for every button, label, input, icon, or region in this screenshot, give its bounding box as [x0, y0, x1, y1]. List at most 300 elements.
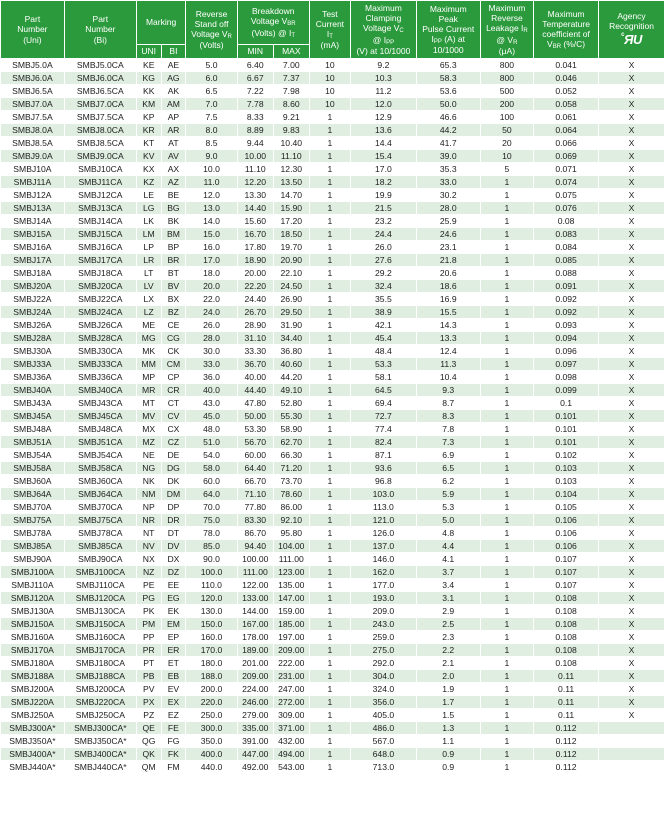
table-row [1, 449, 665, 462]
cell-breakdown-max: 13.50 [273, 176, 309, 189]
cell-marking-bi: AV [161, 150, 186, 163]
header-test-current: Test Current IT (mA) [309, 1, 350, 59]
cell-marking-bi: EB [161, 670, 186, 683]
cell-breakdown-max: 147.00 [273, 592, 309, 605]
cell-marking-bi: AM [161, 98, 186, 111]
cell-temp-coefficient: 0.099 [534, 384, 599, 397]
cell-agency-recognition: X [599, 670, 665, 683]
cell-part-bi: SMBJ30CA [64, 345, 136, 358]
cell-breakdown-max: 19.70 [273, 241, 309, 254]
cell-part-bi: SMBJ200CA [64, 683, 136, 696]
cell-peak-pulse-current: 58.3 [416, 72, 480, 85]
cell-peak-pulse-current: 20.6 [416, 267, 480, 280]
cell-part-uni: SMBJ6.5A [1, 85, 65, 98]
cell-part-bi: SMBJ8.0CA [64, 124, 136, 137]
cell-clamping-voltage: 10.3 [350, 72, 416, 85]
cell-standoff-voltage: 130.0 [186, 605, 237, 618]
cell-temp-coefficient: 0.102 [534, 449, 599, 462]
cell-breakdown-min: 122.00 [237, 579, 273, 592]
cell-agency-recognition: X [599, 592, 665, 605]
cell-temp-coefficient: 0.098 [534, 371, 599, 384]
table-header [1, 1, 665, 59]
cell-reverse-leakage: 800 [480, 72, 534, 85]
cell-temp-coefficient: 0.096 [534, 345, 599, 358]
cell-temp-coefficient: 0.108 [534, 631, 599, 644]
cell-breakdown-max: 73.70 [273, 475, 309, 488]
cell-standoff-voltage: 5.0 [186, 59, 237, 72]
cell-test-current: 1 [309, 631, 350, 644]
cell-clamping-voltage: 21.5 [350, 202, 416, 215]
cell-test-current: 1 [309, 202, 350, 215]
cell-peak-pulse-current: 0.9 [416, 748, 480, 761]
cell-marking-uni: LR [136, 254, 161, 267]
cell-breakdown-min: 22.20 [237, 280, 273, 293]
cell-breakdown-max: 7.37 [273, 72, 309, 85]
cell-test-current: 1 [309, 124, 350, 137]
cell-marking-bi: EV [161, 683, 186, 696]
cell-agency-recognition: X [599, 241, 665, 254]
cell-breakdown-max: 55.30 [273, 410, 309, 423]
cell-test-current: 1 [309, 306, 350, 319]
table-row [1, 293, 665, 306]
cell-standoff-voltage: 110.0 [186, 579, 237, 592]
cell-breakdown-max: 135.00 [273, 579, 309, 592]
cell-temp-coefficient: 0.112 [534, 748, 599, 761]
table-row [1, 280, 665, 293]
cell-peak-pulse-current: 53.6 [416, 85, 480, 98]
cell-peak-pulse-current: 7.3 [416, 436, 480, 449]
cell-marking-bi: EX [161, 696, 186, 709]
cell-marking-uni: MT [136, 397, 161, 410]
cell-reverse-leakage: 1 [480, 345, 534, 358]
cell-breakdown-min: 178.00 [237, 631, 273, 644]
cell-part-bi: SMBJ64CA [64, 488, 136, 501]
table-row [1, 150, 665, 163]
cell-test-current: 1 [309, 722, 350, 735]
cell-agency-recognition: X [599, 111, 665, 124]
cell-part-uni: SMBJ188A [1, 670, 65, 683]
cell-peak-pulse-current: 4.4 [416, 540, 480, 553]
table-row [1, 566, 665, 579]
header-reverse-leakage: Maximum Reverse Leakage IR @ VR (μA) [480, 1, 534, 59]
cell-breakdown-min: 33.30 [237, 345, 273, 358]
cell-standoff-voltage: 6.5 [186, 85, 237, 98]
cell-breakdown-max: 111.00 [273, 553, 309, 566]
cell-reverse-leakage: 1 [480, 241, 534, 254]
cell-clamping-voltage: 17.0 [350, 163, 416, 176]
cell-breakdown-max: 58.90 [273, 423, 309, 436]
cell-temp-coefficient: 0.083 [534, 228, 599, 241]
table-row [1, 397, 665, 410]
cell-breakdown-max: 20.90 [273, 254, 309, 267]
cell-reverse-leakage: 1 [480, 267, 534, 280]
cell-reverse-leakage: 1 [480, 592, 534, 605]
cell-peak-pulse-current: 23.1 [416, 241, 480, 254]
cell-clamping-voltage: 18.2 [350, 176, 416, 189]
cell-clamping-voltage: 29.2 [350, 267, 416, 280]
cell-part-bi: SMBJ130CA [64, 605, 136, 618]
table-row [1, 540, 665, 553]
table-row [1, 514, 665, 527]
cell-part-bi: SMBJ24CA [64, 306, 136, 319]
cell-part-uni: SMBJ300A* [1, 722, 65, 735]
cell-temp-coefficient: 0.108 [534, 592, 599, 605]
cell-temp-coefficient: 0.064 [534, 124, 599, 137]
cell-clamping-voltage: 146.0 [350, 553, 416, 566]
cell-reverse-leakage: 800 [480, 59, 534, 72]
cell-agency-recognition: X [599, 475, 665, 488]
cell-marking-uni: KK [136, 85, 161, 98]
cell-standoff-voltage: 250.0 [186, 709, 237, 722]
table-row [1, 176, 665, 189]
cell-test-current: 1 [309, 358, 350, 371]
cell-marking-uni: KR [136, 124, 161, 137]
cell-temp-coefficient: 0.112 [534, 722, 599, 735]
cell-breakdown-max: 29.50 [273, 306, 309, 319]
cell-part-uni: SMBJ8.5A [1, 137, 65, 150]
cell-marking-bi: EP [161, 631, 186, 644]
cell-reverse-leakage: 1 [480, 553, 534, 566]
cell-clamping-voltage: 93.6 [350, 462, 416, 475]
cell-breakdown-min: 8.33 [237, 111, 273, 124]
cell-temp-coefficient: 0.104 [534, 488, 599, 501]
cell-agency-recognition: X [599, 59, 665, 72]
cell-part-uni: SMBJ14A [1, 215, 65, 228]
cell-breakdown-max: 159.00 [273, 605, 309, 618]
cell-part-bi: SMBJ160CA [64, 631, 136, 644]
cell-marking-uni: MV [136, 410, 161, 423]
cell-clamping-voltage: 32.4 [350, 280, 416, 293]
cell-marking-bi: CR [161, 384, 186, 397]
cell-clamping-voltage: 292.0 [350, 657, 416, 670]
table-row [1, 657, 665, 670]
cell-marking-bi: DM [161, 488, 186, 501]
cell-marking-bi: AP [161, 111, 186, 124]
cell-peak-pulse-current: 9.3 [416, 384, 480, 397]
table-row [1, 488, 665, 501]
table-row [1, 592, 665, 605]
cell-breakdown-min: 16.70 [237, 228, 273, 241]
cell-agency-recognition [599, 761, 665, 774]
cell-marking-uni: NP [136, 501, 161, 514]
cell-reverse-leakage: 1 [480, 761, 534, 774]
cell-peak-pulse-current: 2.2 [416, 644, 480, 657]
cell-standoff-voltage: 24.0 [186, 306, 237, 319]
cell-reverse-leakage: 1 [480, 748, 534, 761]
cell-marking-bi: CG [161, 332, 186, 345]
table-row [1, 735, 665, 748]
cell-agency-recognition [599, 722, 665, 735]
cell-temp-coefficient: 0.052 [534, 85, 599, 98]
cell-peak-pulse-current: 6.5 [416, 462, 480, 475]
cell-standoff-voltage: 6.0 [186, 72, 237, 85]
cell-breakdown-min: 391.00 [237, 735, 273, 748]
cell-clamping-voltage: 14.4 [350, 137, 416, 150]
table-row [1, 215, 665, 228]
cell-breakdown-min: 20.00 [237, 267, 273, 280]
cell-breakdown-max: 7.98 [273, 85, 309, 98]
table-row [1, 371, 665, 384]
cell-breakdown-min: 100.00 [237, 553, 273, 566]
table-row [1, 748, 665, 761]
cell-part-uni: SMBJ9.0A [1, 150, 65, 163]
cell-test-current: 1 [309, 683, 350, 696]
cell-agency-recognition: X [599, 319, 665, 332]
table-row [1, 189, 665, 202]
cell-marking-bi: BV [161, 280, 186, 293]
cell-breakdown-max: 197.00 [273, 631, 309, 644]
cell-temp-coefficient: 0.11 [534, 709, 599, 722]
cell-marking-uni: LT [136, 267, 161, 280]
cell-test-current: 1 [309, 371, 350, 384]
cell-test-current: 1 [309, 566, 350, 579]
cell-part-uni: SMBJ120A [1, 592, 65, 605]
cell-marking-uni: MM [136, 358, 161, 371]
cell-marking-bi: EZ [161, 709, 186, 722]
cell-part-uni: SMBJ440A* [1, 761, 65, 774]
cell-temp-coefficient: 0.071 [534, 163, 599, 176]
cell-marking-uni: NZ [136, 566, 161, 579]
cell-part-bi: SMBJ300CA* [64, 722, 136, 735]
cell-part-bi: SMBJ16CA [64, 241, 136, 254]
cell-breakdown-max: 71.20 [273, 462, 309, 475]
cell-agency-recognition: X [599, 98, 665, 111]
cell-part-uni: SMBJ36A [1, 371, 65, 384]
cell-test-current: 1 [309, 215, 350, 228]
cell-peak-pulse-current: 3.4 [416, 579, 480, 592]
header-breakdown-voltage: Breakdown Voltage VBR (Volts) @ IT [237, 1, 309, 45]
cell-marking-bi: DP [161, 501, 186, 514]
cell-part-bi: SMBJ350CA* [64, 735, 136, 748]
cell-peak-pulse-current: 28.0 [416, 202, 480, 215]
cell-part-uni: SMBJ130A [1, 605, 65, 618]
cell-marking-bi: FK [161, 748, 186, 761]
cell-standoff-voltage: 9.0 [186, 150, 237, 163]
cell-standoff-voltage: 160.0 [186, 631, 237, 644]
cell-part-bi: SMBJ36CA [64, 371, 136, 384]
cell-breakdown-max: 123.00 [273, 566, 309, 579]
cell-peak-pulse-current: 44.2 [416, 124, 480, 137]
cell-breakdown-min: 7.78 [237, 98, 273, 111]
cell-peak-pulse-current: 8.3 [416, 410, 480, 423]
cell-test-current: 1 [309, 748, 350, 761]
cell-breakdown-min: 86.70 [237, 527, 273, 540]
cell-part-uni: SMBJ51A [1, 436, 65, 449]
cell-test-current: 1 [309, 592, 350, 605]
cell-breakdown-min: 133.00 [237, 592, 273, 605]
cell-marking-uni: KX [136, 163, 161, 176]
cell-part-bi: SMBJ7.0CA [64, 98, 136, 111]
cell-agency-recognition: X [599, 332, 665, 345]
cell-standoff-voltage: 180.0 [186, 657, 237, 670]
cell-reverse-leakage: 1 [480, 215, 534, 228]
cell-test-current: 1 [309, 293, 350, 306]
cell-part-bi: SMBJ78CA [64, 527, 136, 540]
cell-marking-bi: DX [161, 553, 186, 566]
cell-part-bi: SMBJ40CA [64, 384, 136, 397]
cell-test-current: 1 [309, 111, 350, 124]
cell-agency-recognition: X [599, 371, 665, 384]
cell-breakdown-min: 167.00 [237, 618, 273, 631]
cell-breakdown-min: 66.70 [237, 475, 273, 488]
cell-marking-uni: PX [136, 696, 161, 709]
cell-agency-recognition: X [599, 267, 665, 280]
cell-test-current: 1 [309, 761, 350, 774]
cell-peak-pulse-current: 1.1 [416, 735, 480, 748]
cell-clamping-voltage: 713.0 [350, 761, 416, 774]
cell-peak-pulse-current: 2.0 [416, 670, 480, 683]
cell-breakdown-min: 24.40 [237, 293, 273, 306]
cell-breakdown-min: 111.00 [237, 566, 273, 579]
cell-part-uni: SMBJ17A [1, 254, 65, 267]
cell-agency-recognition: X [599, 306, 665, 319]
cell-part-bi: SMBJ11CA [64, 176, 136, 189]
cell-agency-recognition: X [599, 423, 665, 436]
cell-peak-pulse-current: 12.4 [416, 345, 480, 358]
cell-test-current: 1 [309, 228, 350, 241]
cell-temp-coefficient: 0.088 [534, 267, 599, 280]
cell-part-uni: SMBJ75A [1, 514, 65, 527]
cell-marking-uni: NR [136, 514, 161, 527]
cell-part-uni: SMBJ70A [1, 501, 65, 514]
table-row [1, 98, 665, 111]
table-row [1, 384, 665, 397]
cell-clamping-voltage: 356.0 [350, 696, 416, 709]
cell-standoff-voltage: 220.0 [186, 696, 237, 709]
cell-test-current: 1 [309, 150, 350, 163]
cell-breakdown-min: 71.10 [237, 488, 273, 501]
cell-part-uni: SMBJ24A [1, 306, 65, 319]
cell-marking-bi: CX [161, 423, 186, 436]
cell-marking-bi: ER [161, 644, 186, 657]
cell-breakdown-max: 272.00 [273, 696, 309, 709]
table-row [1, 683, 665, 696]
table-row [1, 59, 665, 72]
cell-test-current: 1 [309, 618, 350, 631]
cell-part-uni: SMBJ18A [1, 267, 65, 280]
cell-part-bi: SMBJ180CA [64, 657, 136, 670]
cell-clamping-voltage: 64.5 [350, 384, 416, 397]
cell-reverse-leakage: 1 [480, 371, 534, 384]
cell-marking-uni: ME [136, 319, 161, 332]
cell-clamping-voltage: 12.9 [350, 111, 416, 124]
cell-test-current: 1 [309, 189, 350, 202]
cell-temp-coefficient: 0.074 [534, 176, 599, 189]
cell-part-bi: SMBJ12CA [64, 189, 136, 202]
cell-part-bi: SMBJ75CA [64, 514, 136, 527]
cell-breakdown-min: 18.90 [237, 254, 273, 267]
cell-marking-uni: LG [136, 202, 161, 215]
header-standoff-voltage: Reverse Stand off Voltage VR (Volts) [186, 1, 237, 59]
cell-temp-coefficient: 0.105 [534, 501, 599, 514]
cell-breakdown-min: 64.40 [237, 462, 273, 475]
cell-breakdown-min: 6.67 [237, 72, 273, 85]
cell-standoff-voltage: 17.0 [186, 254, 237, 267]
cell-marking-bi: CK [161, 345, 186, 358]
cell-agency-recognition: X [599, 228, 665, 241]
cell-marking-uni: PR [136, 644, 161, 657]
cell-test-current: 1 [309, 449, 350, 462]
cell-agency-recognition: X [599, 215, 665, 228]
cell-breakdown-min: 40.00 [237, 371, 273, 384]
table-row [1, 72, 665, 85]
cell-breakdown-max: 95.80 [273, 527, 309, 540]
cell-part-bi: SMBJ85CA [64, 540, 136, 553]
cell-clamping-voltage: 19.9 [350, 189, 416, 202]
cell-reverse-leakage: 1 [480, 358, 534, 371]
cell-clamping-voltage: 12.0 [350, 98, 416, 111]
cell-peak-pulse-current: 30.2 [416, 189, 480, 202]
cell-peak-pulse-current: 39.0 [416, 150, 480, 163]
cell-standoff-voltage: 26.0 [186, 319, 237, 332]
table-row [1, 501, 665, 514]
cell-peak-pulse-current: 2.5 [416, 618, 480, 631]
table-row [1, 202, 665, 215]
cell-marking-uni: KE [136, 59, 161, 72]
cell-breakdown-max: 543.00 [273, 761, 309, 774]
cell-standoff-voltage: 14.0 [186, 215, 237, 228]
cell-standoff-voltage: 43.0 [186, 397, 237, 410]
cell-reverse-leakage: 1 [480, 410, 534, 423]
cell-standoff-voltage: 12.0 [186, 189, 237, 202]
cell-part-uni: SMBJ78A [1, 527, 65, 540]
cell-marking-bi: CP [161, 371, 186, 384]
cell-part-uni: SMBJ110A [1, 579, 65, 592]
cell-standoff-voltage: 51.0 [186, 436, 237, 449]
cell-breakdown-max: 11.10 [273, 150, 309, 163]
cell-test-current: 1 [309, 488, 350, 501]
cell-peak-pulse-current: 5.9 [416, 488, 480, 501]
cell-standoff-voltage: 188.0 [186, 670, 237, 683]
cell-temp-coefficient: 0.085 [534, 254, 599, 267]
cell-reverse-leakage: 1 [480, 488, 534, 501]
cell-part-uni: SMBJ43A [1, 397, 65, 410]
cell-reverse-leakage: 1 [480, 514, 534, 527]
cell-reverse-leakage: 1 [480, 683, 534, 696]
cell-agency-recognition: X [599, 553, 665, 566]
cell-standoff-voltage: 45.0 [186, 410, 237, 423]
cell-standoff-voltage: 58.0 [186, 462, 237, 475]
cell-agency-recognition: X [599, 358, 665, 371]
cell-part-bi: SMBJ17CA [64, 254, 136, 267]
cell-reverse-leakage: 1 [480, 280, 534, 293]
cell-breakdown-max: 247.00 [273, 683, 309, 696]
table-row [1, 462, 665, 475]
cell-part-uni: SMBJ200A [1, 683, 65, 696]
cell-breakdown-max: 209.00 [273, 644, 309, 657]
table-row [1, 553, 665, 566]
cell-standoff-voltage: 54.0 [186, 449, 237, 462]
cell-agency-recognition: X [599, 150, 665, 163]
cell-peak-pulse-current: 13.3 [416, 332, 480, 345]
cell-standoff-voltage: 28.0 [186, 332, 237, 345]
table-row [1, 228, 665, 241]
cell-test-current: 1 [309, 280, 350, 293]
cell-temp-coefficient: 0.108 [534, 644, 599, 657]
cell-marking-uni: PZ [136, 709, 161, 722]
cell-marking-uni: PM [136, 618, 161, 631]
cell-breakdown-min: 335.00 [237, 722, 273, 735]
cell-test-current: 1 [309, 423, 350, 436]
cell-reverse-leakage: 50 [480, 124, 534, 137]
cell-clamping-voltage: 162.0 [350, 566, 416, 579]
cell-clamping-voltage: 405.0 [350, 709, 416, 722]
cell-reverse-leakage: 1 [480, 579, 534, 592]
cell-breakdown-max: 309.00 [273, 709, 309, 722]
table-row [1, 436, 665, 449]
cell-breakdown-max: 222.00 [273, 657, 309, 670]
cell-test-current: 1 [309, 332, 350, 345]
